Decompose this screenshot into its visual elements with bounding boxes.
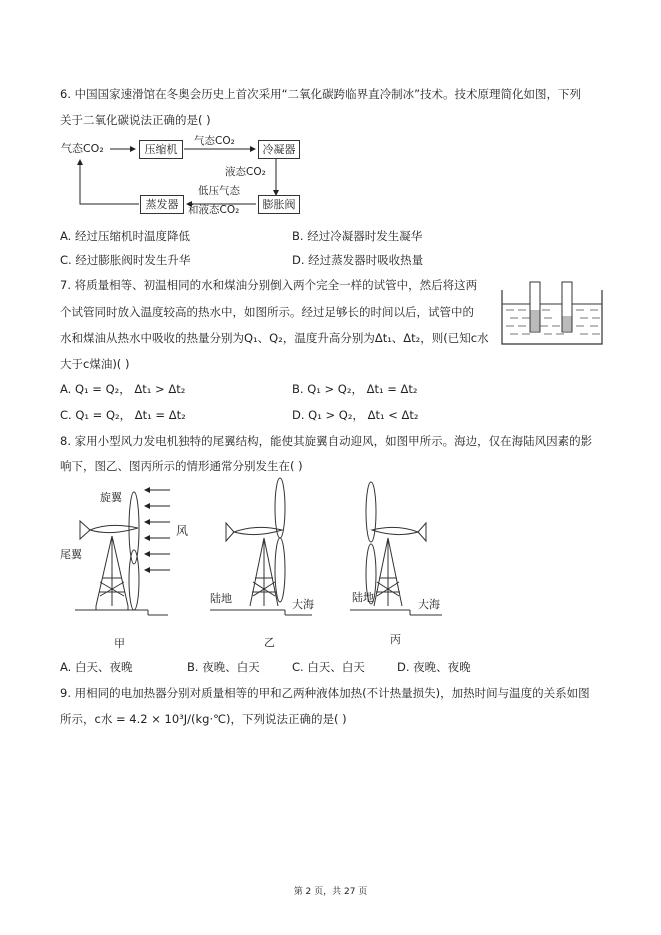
- label-sea-bing: 大海: [418, 598, 440, 611]
- q8-stem-line2: 响下，图乙、图丙所示的情形通常分别发生在( ): [60, 459, 303, 473]
- q7-stem-line3: 水和煤油从热水中吸收的热量分别为Q₁、Q₂，温度升高分别为Δt₁、Δt₂，则(已知c水: [60, 331, 489, 345]
- q6-stem-line2: 关于二氧化碳说法正确的是( ): [60, 113, 211, 127]
- q6-option-d[interactable]: D. 经过蒸发器时吸收热量: [292, 253, 424, 267]
- label-rotor: 旋翼: [100, 491, 122, 504]
- caption-jia: 甲: [114, 637, 125, 650]
- label-liquid-co2: 液态CO₂: [225, 166, 266, 178]
- caption-yi: 乙: [264, 636, 275, 649]
- test-tubes-figure: [498, 280, 608, 350]
- page-footer: 第 2 页，共 27 页: [293, 887, 368, 897]
- q6-option-b[interactable]: B. 经过冷凝器时发生凝华: [292, 229, 423, 243]
- q9-stem-line2: 所示，c水 = 4.2 × 10³J/(kg·℃)，下列说法正确的是( ): [60, 712, 347, 726]
- q8-option-d[interactable]: D. 夜晚、夜晚: [397, 660, 471, 674]
- box-expansion-valve: 膨胀阀: [258, 195, 300, 214]
- q7-option-a[interactable]: A. Q₁ = Q₂， Δt₁ > Δt₂: [60, 382, 186, 396]
- box-compressor: 压缩机: [139, 140, 183, 159]
- label-wind: 风: [176, 524, 189, 538]
- label-gas-co2-arrow: 气态CO₂: [194, 135, 235, 147]
- label-land-yi: 陆地: [210, 592, 232, 605]
- q8-option-a[interactable]: A. 白天、夜晚: [60, 660, 133, 674]
- box-evaporator: 蒸发器: [140, 195, 184, 214]
- q9-stem-line1: 9. 用相同的电加热器分别对质量相等的甲和乙两种液体加热(不计热量损失)，加热时间与温度的关系如图: [60, 686, 590, 700]
- q7-option-b[interactable]: B. Q₁ > Q₂， Δt₁ = Δt₂: [292, 382, 418, 396]
- q7-option-c[interactable]: C. Q₁ = Q₂， Δt₁ = Δt₂: [60, 408, 186, 422]
- q8-option-c[interactable]: C. 白天、白天: [292, 660, 365, 674]
- label-low-pressure-1: 低压气态: [198, 185, 240, 197]
- q6-stem-line1: 6. 中国国家速滑馆在冬奥会历史上首次采用“二氧化碳跨临界直冷制冰”技术。技术原理简化如图，下列: [60, 87, 582, 101]
- label-gas-co2: 气态CO₂: [61, 142, 104, 155]
- label-low-pressure-2: 和液态CO₂: [188, 204, 240, 216]
- label-tail: 尾翼: [60, 548, 82, 561]
- wind-turbine-figures: [50, 478, 650, 658]
- q8-option-b[interactable]: B. 夜晚、白天: [187, 660, 260, 674]
- q7-stem-line2: 个试管同时放入温度较高的热水中，如图所示。经过足够长的时间以后，试管中的: [60, 305, 474, 319]
- caption-bing: 丙: [390, 633, 401, 646]
- q7-stem-line4: 大于c煤油)( ): [60, 357, 130, 371]
- label-land-bing: 陆地: [352, 591, 374, 604]
- box-condenser: 冷凝器: [258, 140, 300, 159]
- q8-stem-line1: 8. 家用小型风力发电机独特的尾翼结构，能使其旋翼自动迎风，如图甲所示。海边，仅在海陆风因素的影: [60, 434, 593, 448]
- q6-option-c[interactable]: C. 经过膨胀阀时发生升华: [60, 253, 191, 267]
- q7-stem-line1: 7. 将质量相等、初温相同的水和煤油分别倒入两个完全一样的试管中，然后将这两: [60, 278, 478, 292]
- q7-option-d[interactable]: D. Q₁ > Q₂， Δt₁ < Δt₂: [292, 408, 419, 422]
- label-sea-yi: 大海: [292, 598, 314, 611]
- q6-option-a[interactable]: A. 经过压缩机时温度降低: [60, 229, 190, 243]
